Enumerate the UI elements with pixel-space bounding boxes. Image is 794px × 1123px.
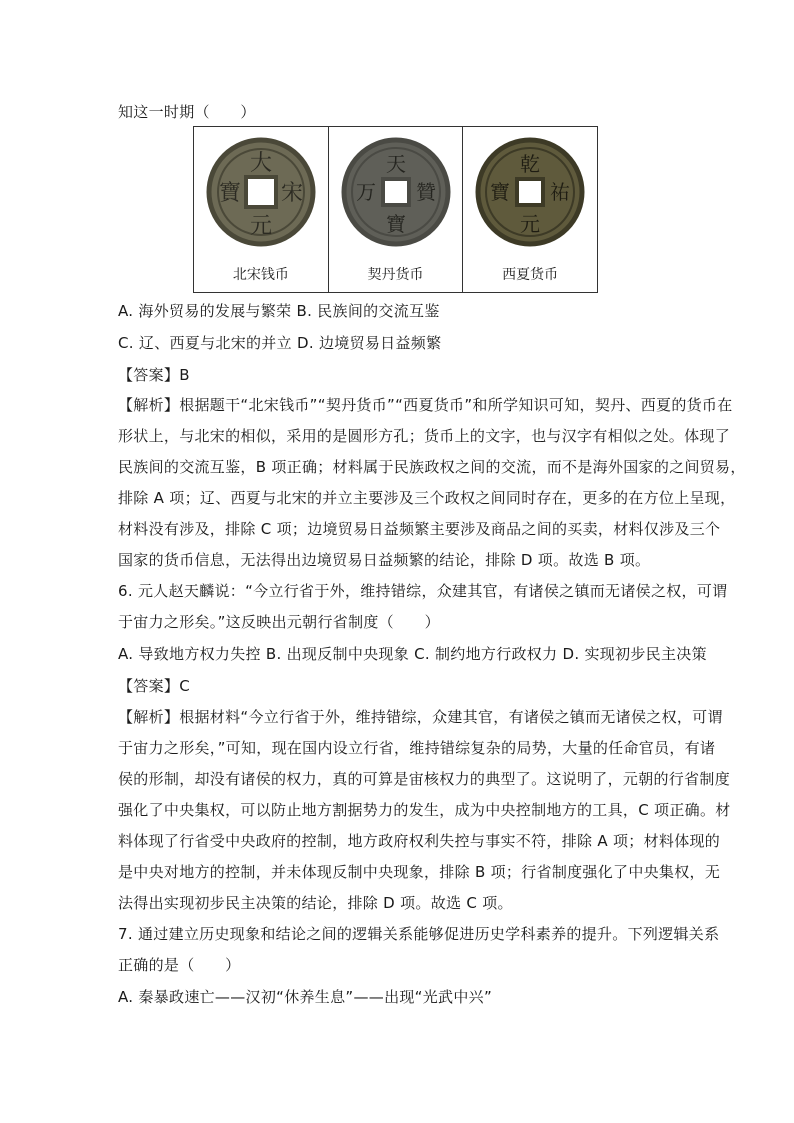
coin-glyph: 寶 <box>218 181 241 206</box>
coin-glyph: 元 <box>249 214 272 239</box>
coin-cell-western-xia <box>463 127 597 292</box>
coin-glyph: 天 <box>385 152 406 176</box>
q5-option-line: A. 海外贸易的发展与繁荣 B. 民族间的交流互鉴 <box>118 302 440 320</box>
q7-stem-line: 7. 通过建立历史现象和结论之间的逻辑关系能够促进历史学科素养的提升。下列逻辑关系 <box>118 925 720 943</box>
q7-stem-line: 正确的是（ ） <box>118 956 241 974</box>
q5-analysis-line: 材料没有涉及，排除 C 项；边境贸易日益频繁主要涉及商品之间的买卖，材料仅涉及三个 <box>118 520 721 538</box>
coin-glyph: 寶 <box>490 180 511 204</box>
khitan-coin-image <box>341 137 451 247</box>
q6-analysis-line: 法得出实现初步民主决策的结论，排除 D 项。故选 C 项。 <box>118 894 513 912</box>
coin-glyph: 大 <box>249 151 272 176</box>
q6-analysis-line: 料体现了行省受中央政府的控制，地方政府权利失控与事实不符，排除 A 项；材料体现的 <box>118 832 721 850</box>
question-intro-line: 知这一时期（ ） <box>118 103 256 121</box>
coin-glyph: 寶 <box>385 212 406 236</box>
q6-answer: 【答案】C <box>118 677 190 695</box>
q5-analysis-line: 国家的货币信息，无法得出边境贸易日益频繁的结论，排除 D 项。故选 B 项。 <box>118 551 651 569</box>
q6-options-line: A. 导致地方权力失控 B. 出现反制中央现象 C. 制约地方行政权力 D. 实现初步民主决策 <box>118 645 707 663</box>
coin-glyph: 乾 <box>520 152 541 176</box>
coin-glyph: 元 <box>520 212 541 236</box>
q6-analysis-line: 于宙力之形矣，”可知，现在国内设立行省，维持错综复杂的局势，大量的任命官员，有诸 <box>118 739 716 757</box>
q5-analysis-line: 形状上，与北宋的相似，采用的是圆形方孔；货币上的文字，也与汉字有相似之处。体现了 <box>118 427 731 445</box>
western-xia-coin-image <box>475 137 585 247</box>
coin-caption-northern-song: 北宋钱币 <box>232 267 289 283</box>
coin-cell-northern-song <box>194 127 329 292</box>
northern-song-coin-image <box>206 137 316 247</box>
q6-analysis-line: 【解析】根据材料“今立行省于外，维持错综，众建其官，有诸侯之镇而无诸侯之权，可谓 <box>118 708 723 726</box>
q5-analysis-line: 民族间的交流互鉴，B 项正确；材料属于民族政权之间的交流，而不是海外国家的之间贸易， <box>118 458 746 476</box>
coin-glyph: 宋 <box>280 181 303 206</box>
q7-option-a: A. 秦暴政速亡——汉初“休养生息”——出现“光武中兴” <box>118 988 493 1006</box>
q6-stem-line: 于宙力之形矣。”这反映出元朝行省制度（ ） <box>118 613 440 631</box>
q5-option-line: C. 辽、西夏与北宋的并立 D. 边境贸易日益频繁 <box>118 334 442 352</box>
q5-answer: 【答案】B <box>118 366 190 384</box>
coin-glyph: 贊 <box>415 180 436 204</box>
q6-analysis-line: 强化了中央集权，可以防止地方割据势力的发生，成为中央控制地方的工具，C 项正确。材 <box>118 801 731 819</box>
coin-caption-khitan: 契丹货币 <box>367 267 424 283</box>
coin-cell-khitan <box>329 127 464 292</box>
q6-analysis-line: 侯的形制，却没有诸侯的权力，真的可算是宙核权力的典型了。这说明了，元朝的行省制度 <box>118 770 731 788</box>
coin-glyph: 万 <box>355 180 376 204</box>
q6-stem-line: 6. 元人赵天麟说：“今立行省于外，维持错综，众建其官，有诸侯之镇而无诸侯之权，可谓 <box>118 582 728 600</box>
coin-caption-western-xia: 西夏货币 <box>502 267 559 283</box>
coin-image-table <box>193 126 598 293</box>
q6-analysis-line: 是中央对地方的控制，并未体现反制中央现象，排除 B 项；行省制度强化了中央集权，无 <box>118 863 721 881</box>
coin-glyph: 祐 <box>550 180 571 204</box>
q5-analysis-line: 【解析】根据题干“北宋钱币”“契丹货币”“西夏货币”和所学知识可知，契丹、西夏的货币在 <box>118 396 733 414</box>
q5-analysis-line: 排除 A 项；辽、西夏与北宋的并立主要涉及三个政权之间同时存在，更多的在方位上呈现， <box>118 489 736 507</box>
